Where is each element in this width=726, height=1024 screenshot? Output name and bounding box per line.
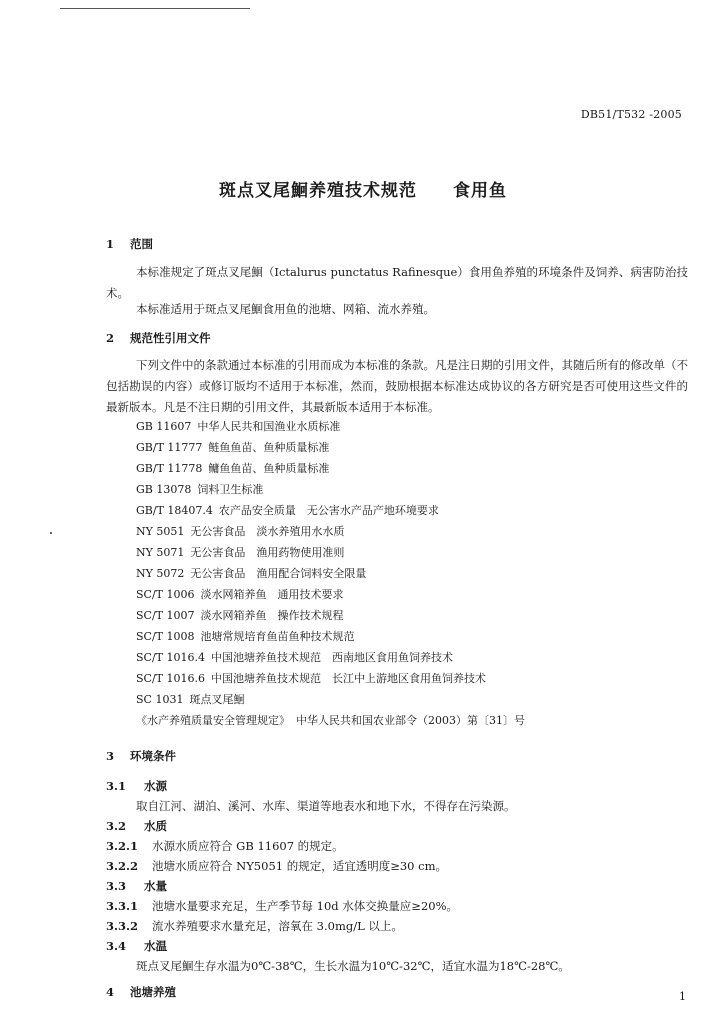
reference-item: SC/T 1006 淡水网箱养鱼 通用技术要求	[136, 588, 344, 601]
section-1-paragraph-1: 本标准规定了斑点叉尾鮰（Ictalurus punctatus Rafinesque）食用鱼养殖的环境条件及饲养、病害防治技术。	[106, 265, 688, 300]
reference-item: SC 1031 斑点叉尾鮰	[136, 693, 245, 706]
subsection-3-3-heading: 3.3 水量	[106, 879, 167, 893]
section-number: 2	[106, 331, 115, 345]
section-title: 规范性引用文件	[130, 331, 211, 345]
section-number: 3	[106, 749, 115, 763]
reference-item: GB 11607 中华人民共和国渔业水质标准	[136, 420, 341, 433]
reference-item: GB/T 11777 鲢鱼鱼苗、鱼种质量标准	[136, 441, 330, 454]
section-1-heading	[106, 236, 153, 252]
document-title	[0, 176, 726, 201]
reference-item: NY 5072 无公害食品 渔用配合饲料安全限量	[136, 567, 367, 580]
clause-3-3-1: 3.3.1 池塘水量要求充足，生产季节每 10d 水体交换量应≥20%。	[106, 899, 458, 913]
subsection-3-2-heading: 3.2 水质	[106, 819, 167, 833]
subsection-3-1-text: 取自江河、湖泊、溪河、水库、渠道等地表水和地下水，不得存在污染源。	[136, 799, 516, 813]
reference-item: SC/T 1016.6 中国池塘养鱼技术规范 长江中上游地区食用鱼饲养技术	[136, 672, 486, 685]
standard-code: DB51/T532 -2005	[580, 108, 682, 121]
title-main: 斑点叉尾鮰养殖技术规范	[219, 181, 417, 201]
subsection-3-4-heading: 3.4 水温	[106, 939, 167, 953]
scan-speck	[50, 532, 52, 534]
reference-item: SC/T 1007 淡水网箱养鱼 操作技术规程	[136, 609, 344, 622]
section-title: 范围	[130, 237, 153, 251]
subsection-3-1-heading: 3.1 水源	[106, 779, 167, 793]
subsection-3-4-text: 斑点叉尾鮰生存水温为0℃-38℃，生长水温为10℃-32℃，适宜水温为18℃-28℃。	[136, 959, 570, 973]
section-title: 池塘养殖	[130, 985, 176, 999]
section-number: 4	[106, 985, 115, 999]
reference-item: SC/T 1016.4 中国池塘养鱼技术规范 西南地区食用鱼饲养技术	[136, 651, 453, 664]
reference-item: GB/T 18407.4 农产品安全质量 无公害水产品产地环境要求	[136, 504, 439, 517]
clause-3-3-2: 3.3.2 流水养殖要求水量充足，溶氧在 3.0mg/L 以上。	[106, 919, 403, 933]
reference-item: SC/T 1008 池塘常规培育鱼苗鱼种技术规范	[136, 630, 355, 643]
top-rule	[60, 8, 250, 9]
section-2-heading	[106, 330, 211, 346]
section-2-paragraph: 下列文件中的条款通过本标准的引用而成为本标准的条款。凡是注日期的引用文件，其随后所有的修改单（不包括勘误的内容）或修订版均不适用于本标准，然而，鼓励根据本标准达成协议的各方研究是否可使用这些文件的最新版本。凡是不注日期的引用文件，其最新版本适用于本标准。	[106, 358, 688, 414]
section-1-paragraph-2: 本标准适用于斑点叉尾鮰食用鱼的池塘、网箱、流水养殖。	[136, 302, 435, 316]
clause-3-2-2: 3.2.2 池塘水质应符合 NY5051 的规定，适宜透明度≥30 cm。	[106, 859, 447, 873]
clause-3-2-1: 3.2.1 水源水质应符合 GB 11607 的规定。	[106, 839, 344, 853]
reference-item: 《水产养殖质量安全管理规定》 中华人民共和国农业部令（2003）第〔31〕号	[136, 714, 525, 727]
page-number: 1	[679, 990, 686, 1003]
section-4-heading	[106, 984, 176, 1000]
section-title: 环境条件	[130, 749, 176, 763]
section-3-heading	[106, 748, 176, 764]
reference-item: NY 5071 无公害食品 渔用药物使用准则	[136, 546, 345, 559]
reference-item: NY 5051 无公害食品 淡水养殖用水水质	[136, 525, 345, 538]
section-number: 1	[106, 237, 115, 251]
reference-item: GB/T 11778 鳙鱼鱼苗、鱼种质量标准	[136, 462, 330, 475]
title-sub: 食用鱼	[453, 181, 507, 201]
reference-item: GB 13078 饲料卫生标准	[136, 483, 264, 496]
